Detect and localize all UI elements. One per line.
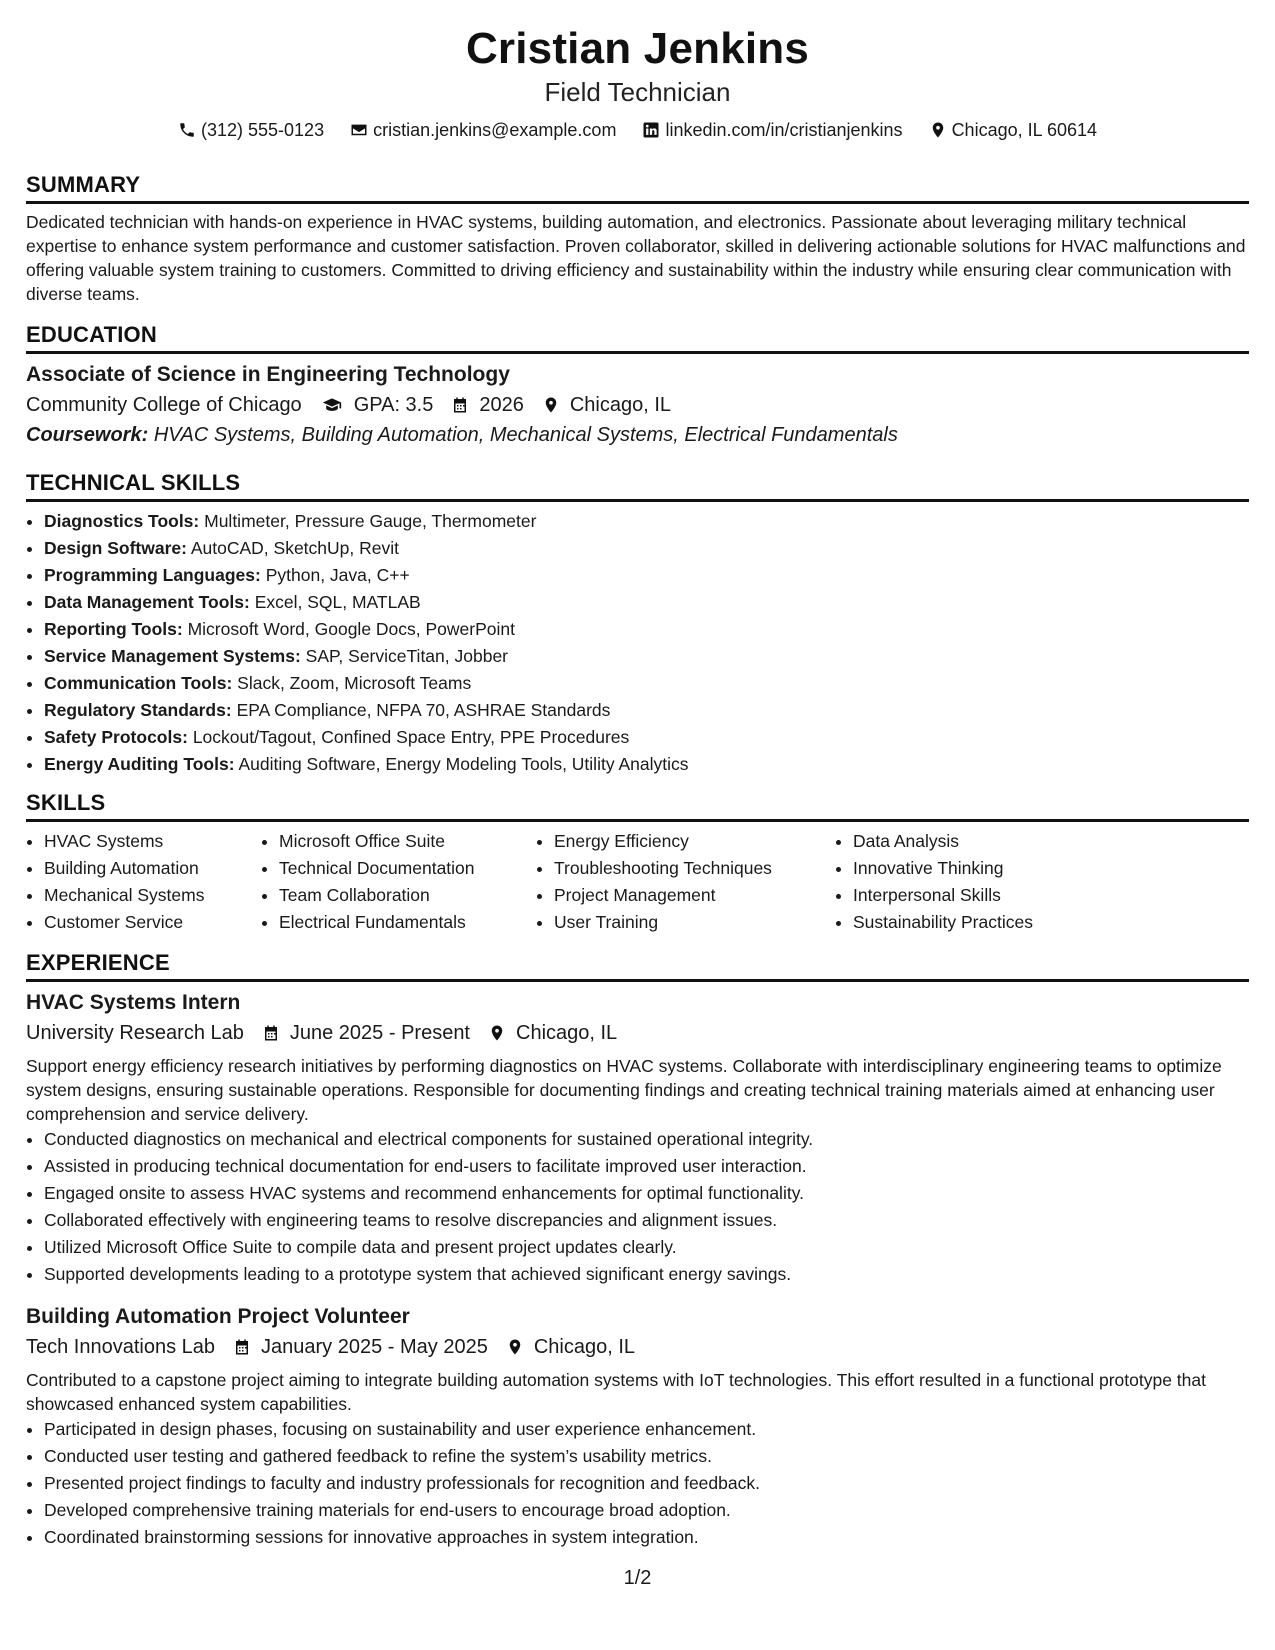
- job-summary: Contributed to a capstone project aiming to integrate building automation systems with IoT technologies. This effort resulted in a functional prototype that showcased enhanced system capabilities.: [26, 1370, 1206, 1414]
- map-pin-icon: [488, 1024, 506, 1042]
- list-item: • User Training: [554, 909, 835, 936]
- education-meta: [26, 390, 1249, 420]
- job-meta: [26, 1332, 1249, 1362]
- job-entry: [26, 1302, 1249, 1551]
- skill-category: Reporting Tools:: [44, 619, 183, 639]
- coursework-label: Coursework:: [26, 424, 149, 446]
- skill-values: Python, Java, C++: [265, 565, 410, 585]
- skills-column: [26, 828, 261, 936]
- skill-values: SAP, ServiceTitan, Jobber: [305, 646, 508, 666]
- education-section: [26, 322, 1249, 450]
- skill-category: Communication Tools:: [44, 673, 233, 693]
- skills-column: [261, 828, 536, 936]
- skill-category: Energy Auditing Tools:: [44, 754, 235, 774]
- contact-location: [929, 118, 1097, 142]
- calendar-icon: [451, 396, 469, 414]
- skill-category: Data Management Tools:: [44, 592, 250, 612]
- section-title: EDUCATION: [26, 322, 1249, 354]
- contact-phone[interactable]: [178, 118, 324, 142]
- map-pin-icon: [929, 121, 947, 139]
- school-name: Community College of Chicago: [26, 394, 302, 416]
- list-item: • Innovative Thinking: [853, 855, 1103, 882]
- phone-icon: [178, 121, 196, 139]
- list-item: [44, 589, 1249, 616]
- list-item: • Conducted diagnostics on mechanical and electrical components for sustained operational integrity.: [44, 1126, 1249, 1153]
- skill-category: Safety Protocols:: [44, 727, 188, 747]
- contact-bar: [26, 118, 1249, 142]
- list-item: • Energy Efficiency: [554, 828, 835, 855]
- envelope-icon: [350, 121, 368, 139]
- school-location: Chicago, IL: [569, 394, 672, 416]
- coursework-line: [26, 420, 1249, 450]
- list-item: • Technical Documentation: [279, 855, 536, 882]
- section-title: SUMMARY: [26, 172, 1249, 204]
- technical-skills-section: [26, 470, 1249, 778]
- list-item: • Conducted user testing and gathered feedback to refine the system’s usability metrics.: [44, 1443, 1249, 1470]
- contact-linkedin[interactable]: [642, 118, 902, 142]
- job-location: Chicago, IL: [516, 1022, 618, 1044]
- list-item: • Engaged onsite to assess HVAC systems and recommend enhancements for optimal functionality.: [44, 1180, 1249, 1207]
- list-item: • Collaborated effectively with engineering teams to resolve discrepancies and alignment issues.: [44, 1207, 1249, 1234]
- skill-category: Diagnostics Tools:: [44, 511, 200, 531]
- map-pin-icon: [506, 1338, 524, 1356]
- section-title: SKILLS: [26, 790, 1249, 822]
- job-title: Building Automation Project Volunteer: [26, 1305, 410, 1328]
- map-pin-icon: [542, 396, 560, 414]
- list-item: • Customer Service: [44, 909, 261, 936]
- coursework-list: HVAC Systems, Building Automation, Mechanical Systems, Electrical Fundamentals: [153, 424, 898, 446]
- candidate-role: Field Technician: [544, 77, 731, 107]
- job-meta: [26, 1018, 1249, 1048]
- page-number: 1/2: [623, 1567, 652, 1589]
- job-summary: Support energy efficiency research initiatives by performing diagnostics on HVAC systems. Collaborate with interdisciplinary engineering teams to optimize system designs, ensuring sustainable operations. Responsible for documenting findings and creating technical training materials aimed at enhancing user comprehension and service delivery.: [26, 1056, 1222, 1124]
- list-item: • Interpersonal Skills: [853, 882, 1103, 909]
- contact-email-text: cristian.jenkins@example.com: [373, 120, 617, 140]
- contact-linkedin-text: linkedin.com/in/cristianjenkins: [665, 120, 903, 140]
- skill-values: Microsoft Word, Google Docs, PowerPoint: [187, 619, 516, 639]
- list-item: [44, 751, 1249, 778]
- summary-text: Dedicated technician with hands-on experience in HVAC systems, building automation, and electronics. Passionate about leveraging military technical expertise to enhance system performance and customer satisfaction. Proven collaborator, skilled in delivering actionable solutions for HVAC malfunctions and offering valuable system training to customers. Committed to driving efficiency and sustainability within the industry while ensuring clear communication with diverse teams.: [26, 212, 1246, 304]
- list-item: [44, 670, 1249, 697]
- job-entry: [26, 988, 1249, 1288]
- list-item: • Project Management: [554, 882, 835, 909]
- candidate-name: Cristian Jenkins: [465, 24, 810, 73]
- list-item: • Developed comprehensive training materials for end-users to encourage broad adoption.: [44, 1497, 1249, 1524]
- list-item: • Utilized Microsoft Office Suite to compile data and present project updates clearly.: [44, 1234, 1249, 1261]
- list-item: • Team Collaboration: [279, 882, 536, 909]
- list-item: • Electrical Fundamentals: [279, 909, 536, 936]
- calendar-icon: [262, 1024, 280, 1042]
- job-organization: University Research Lab: [26, 1022, 244, 1044]
- skill-values: Lockout/Tagout, Confined Space Entry, PPE Procedures: [192, 727, 630, 747]
- job-bullets: [26, 1416, 1249, 1551]
- job-organization: Tech Innovations Lab: [26, 1336, 216, 1358]
- calendar-icon: [233, 1338, 251, 1356]
- skill-category: Programming Languages:: [44, 565, 261, 585]
- degree-title: Associate of Science in Engineering Technology: [26, 363, 510, 386]
- skill-values: AutoCAD, SketchUp, Revit: [190, 538, 399, 558]
- job-dates: June 2025 - Present: [289, 1022, 470, 1044]
- list-item: • Building Automation: [44, 855, 261, 882]
- list-item: • Microsoft Office Suite: [279, 828, 536, 855]
- list-item: • Coordinated brainstorming sessions for innovative approaches in system integration.: [44, 1524, 1249, 1551]
- skill-values: Excel, SQL, MATLAB: [254, 592, 421, 612]
- skills-column: [536, 828, 835, 936]
- list-item: [44, 508, 1249, 535]
- graduation-year: 2026: [479, 394, 524, 416]
- resume-header: [26, 22, 1249, 142]
- skills-grid: [26, 828, 1249, 936]
- list-item: [44, 616, 1249, 643]
- skill-values: EPA Compliance, NFPA 70, ASHRAE Standards: [236, 700, 611, 720]
- list-item: [44, 562, 1249, 589]
- section-title: EXPERIENCE: [26, 950, 1249, 982]
- job-bullets: [26, 1126, 1249, 1288]
- job-dates: January 2025 - May 2025: [261, 1336, 488, 1358]
- list-item: • Participated in design phases, focusing on sustainability and user experience enhancement.: [44, 1416, 1249, 1443]
- summary-section: [26, 172, 1249, 306]
- job-title: HVAC Systems Intern: [26, 991, 241, 1014]
- skill-category: Service Management Systems:: [44, 646, 301, 666]
- linkedin-icon: [642, 121, 660, 139]
- list-item: [44, 535, 1249, 562]
- list-item: • Sustainability Practices: [853, 909, 1103, 936]
- skill-category: Design Software:: [44, 538, 187, 558]
- contact-email[interactable]: [350, 118, 616, 142]
- experience-section: [26, 950, 1249, 1551]
- job-location: Chicago, IL: [533, 1336, 636, 1358]
- list-item: • Mechanical Systems: [44, 882, 261, 909]
- skill-values: Slack, Zoom, Microsoft Teams: [237, 673, 472, 693]
- list-item: [44, 697, 1249, 724]
- skill-category: Regulatory Standards:: [44, 700, 232, 720]
- skills-column: [835, 828, 1103, 936]
- section-title: TECHNICAL SKILLS: [26, 470, 1249, 502]
- contact-phone-text: (312) 555-0123: [200, 120, 325, 140]
- gpa-text: GPA: 3.5: [353, 394, 434, 416]
- list-item: [44, 724, 1249, 751]
- list-item: • Troubleshooting Techniques: [554, 855, 835, 882]
- list-item: • Assisted in producing technical documentation for end-users to facilitate improved user interaction.: [44, 1153, 1249, 1180]
- list-item: [44, 643, 1249, 670]
- contact-location-text: Chicago, IL 60614: [951, 120, 1098, 140]
- list-item: • Presented project findings to faculty and industry professionals for recognition and feedback.: [44, 1470, 1249, 1497]
- skill-values: Multimeter, Pressure Gauge, Thermometer: [204, 511, 537, 531]
- list-item: • Supported developments leading to a prototype system that achieved significant energy savings.: [44, 1261, 1249, 1288]
- list-item: • HVAC Systems: [44, 828, 261, 855]
- technical-skills-list: [26, 508, 1249, 778]
- graduation-cap-icon: [320, 395, 344, 415]
- skills-section: [26, 790, 1249, 936]
- skill-values: Auditing Software, Energy Modeling Tools, Utility Analytics: [238, 754, 689, 774]
- list-item: • Data Analysis: [853, 828, 1103, 855]
